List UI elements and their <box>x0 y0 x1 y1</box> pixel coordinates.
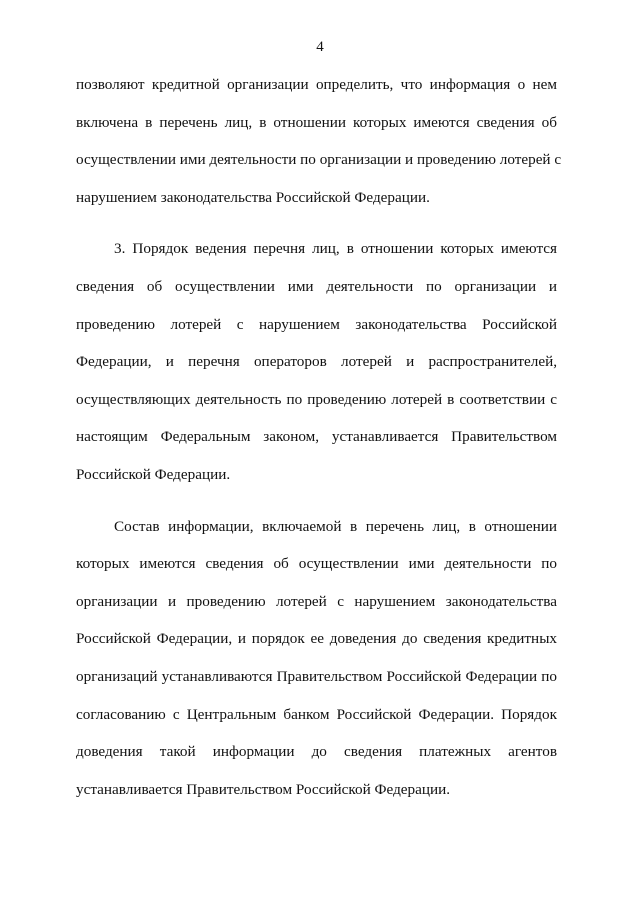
text-line: 3. Порядок ведения перечня лиц, в отношении которых имеются <box>114 240 557 258</box>
text-line: устанавливается Правительством Российской Федерации. <box>76 780 451 798</box>
text-line: осуществляющих деятельность по проведению лотерей в соответствии с <box>76 390 557 408</box>
text-line: Федерации, и перечня операторов лотерей и распространителей, <box>76 353 557 371</box>
paragraph-2 <box>76 238 557 501</box>
text-line: Состав информации, включаемой в перечень лиц, в отношении <box>114 517 557 535</box>
paragraph-3 <box>76 516 557 817</box>
text-line: включена в перечень лиц, в отношении которых имеются сведения об <box>76 113 557 131</box>
text-line: которых имеются сведения об осуществлении ими деятельности по <box>76 555 557 573</box>
text-line: позволяют кредитной организации определить, что информация о нем <box>76 76 557 93</box>
text-line: осуществлении ими деятельности по организации и проведению лотерей с <box>76 151 562 169</box>
text-line: сведения об осуществлении ими деятельности по организации и <box>76 277 557 295</box>
text-line: настоящим Федеральным законом, устанавливается Правительством <box>76 428 557 446</box>
document-body <box>76 74 562 816</box>
text-line: организаций устанавливаются Правительством Российской Федерации по <box>76 667 557 685</box>
text-line: организации и проведению лотерей с нарушением законодательства <box>76 592 557 610</box>
page-number: 4 <box>316 39 324 55</box>
text-line: согласованию с Центральным банком Российской Федерации. Порядок <box>76 705 557 723</box>
text-line: нарушением законодательства Российской Федерации. <box>76 188 430 206</box>
text-line: Российской Федерации. <box>76 465 231 483</box>
text-line: проведению лотерей с нарушением законодательства Российской <box>76 315 557 333</box>
text-line: доведения такой информации до сведения платежных агентов <box>76 743 557 761</box>
paragraph-1 <box>76 74 562 224</box>
text-line: Российской Федерации, и порядок ее доведения до сведения кредитных <box>76 630 557 648</box>
